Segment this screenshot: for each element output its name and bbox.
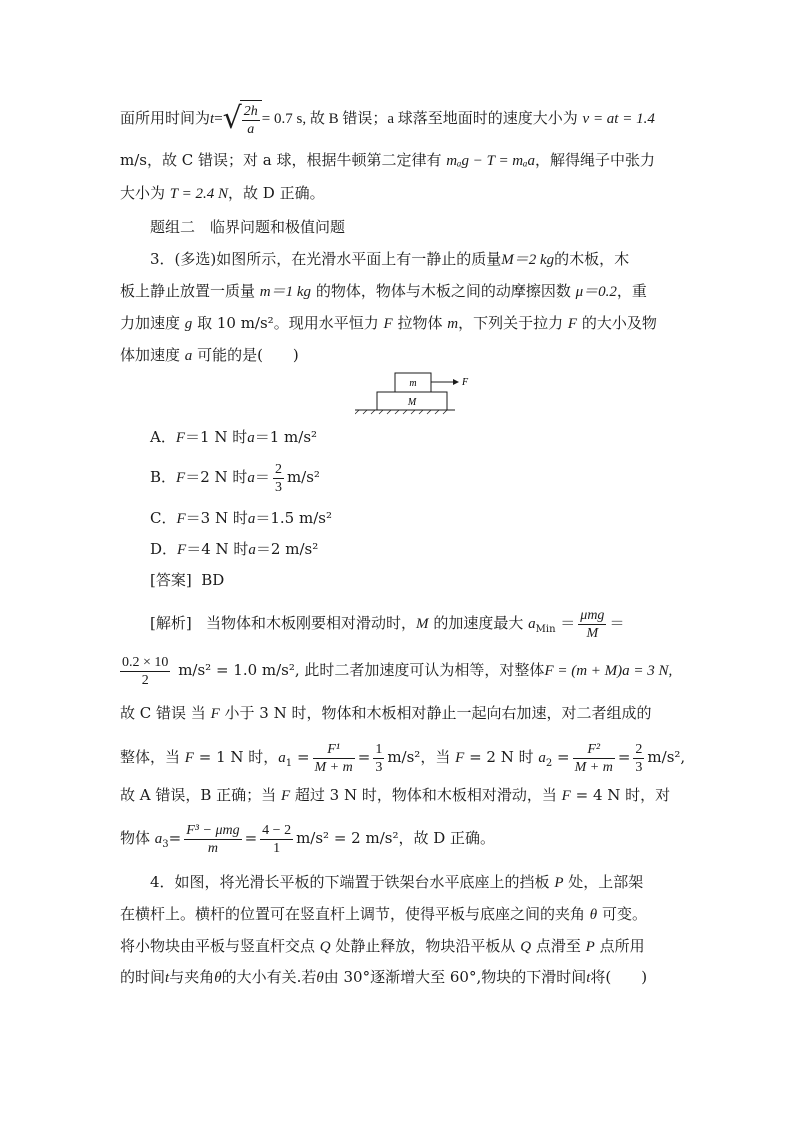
- q4-line-2: 在横杆上。横杆的位置可在竖直杆上调节，使得平板与底座之间的夹角 θ 可变。: [120, 905, 647, 923]
- small-block-label: m: [409, 378, 417, 389]
- prev-solution-line-2: m/s，故 C 错误；对 a 球，根据牛顿第二定律有 mₐg − T = mₐa，解得绳子中张力: [120, 151, 656, 169]
- option-d: D．F＝4 N 时a＝2 m/s²: [150, 540, 319, 558]
- force-arrow-head: [453, 379, 459, 385]
- q3-line-2: 板上静止放置一质量 m＝1 kg 的物体，物体与木板之间的动摩擦因数 μ＝0.2，重: [120, 282, 647, 300]
- q4-line-1: 4．如图，将光滑长平板的下端置于铁架台水平底座上的挡板 P 处，上部架: [150, 873, 644, 891]
- answer-value: BD: [201, 571, 225, 589]
- ground-hatching: [355, 410, 447, 414]
- q3-line-4: 体加速度 a 可能的是( ): [120, 346, 299, 364]
- answer-line: [150, 570, 224, 590]
- option-a: A．F＝1 N 时a＝1 m/s²: [150, 428, 318, 446]
- blocks-figure: [355, 365, 475, 415]
- q4-line-3: 将小物块由平板与竖直杆交点 Q 处静止释放，物块沿平板从 Q 点滑至 P 点所用: [120, 937, 645, 955]
- analysis-line-4: 整体，当 F = 1 N 时，$a_1$ = $\frac{\text{F¹}}{M + m}$ = $\frac{1}{3}$ m/s²，当 F = 2 N 时 $a_2$ = $\frac{\text{F²}}{M + m}$ = $\frac{2}{3}$ m/s²,: [120, 741, 686, 775]
- sqrt-expression: √ $\frac{2h}{a}$: [223, 100, 262, 138]
- option-c: C．F＝3 N 时a＝1.5 m/s²: [150, 509, 332, 527]
- analysis-line-2: $\frac{0.2 \times 10}{2}$ m/s² = 1.0 m/s², 此时二者加速度可认为相等，对整体F = (m + M)a = 3 N,: [122, 654, 673, 688]
- q3-line-1: 3．(多选)如图所示，在光滑水平面上有一静止的质量M＝2 kg的木板，木: [150, 250, 630, 268]
- option-b: B．F＝2 N 时a＝ $\frac{2}{3}$ m/s²: [150, 461, 320, 495]
- analysis-line-1: [解析] 当物体和木板刚要相对滑动时，M 的加速度最大 $a_{Min}$ ＝ $\frac{\text{μmg}}{M}$ ＝: [150, 607, 625, 641]
- q4-line-4: 的时间t与夹角θ的大小有关.若θ由 30°逐渐增大至 60°,物块的下滑时间t将( ): [120, 968, 648, 986]
- analysis-line-3: 故 C 错误 当 F 小于 3 N 时，物体和木板相对静止一起向右加速，对二者组成的: [120, 704, 652, 722]
- prev-solution-line-3: 大小为 T = 2.4 N，故 D 正确。: [120, 184, 325, 202]
- large-block-label: M: [407, 397, 417, 408]
- analysis-line-5: 故 A 错误，B 正确；当 F 超过 3 N 时，物体和木板相对滑动，当 F = 4 N 时，对: [120, 786, 671, 804]
- analysis-line-6: 物体 $a_3=$ $\frac{\text{F³ − μmg}}{m}$ = $\frac{4 - 2}{1}$ m/s² = 2 m/s²，故 D 正确。: [120, 822, 496, 856]
- section-heading: 题组二 临界问题和极值问题: [150, 218, 346, 236]
- answer-tag: [答案]: [150, 571, 192, 589]
- prev-solution-line-1: 面所用时间为t=√ $\frac{2h}{a}$ = 0.7 s, 故 B 错误；a 球落至地面时的速度大小为 v = at = 1.4: [120, 101, 655, 137]
- q3-line-3: 力加速度 g 取 10 m/s²。现用水平恒力 F 拉物体 m，下列关于拉力 F 的大小及物: [120, 314, 657, 332]
- force-label: F: [462, 377, 469, 388]
